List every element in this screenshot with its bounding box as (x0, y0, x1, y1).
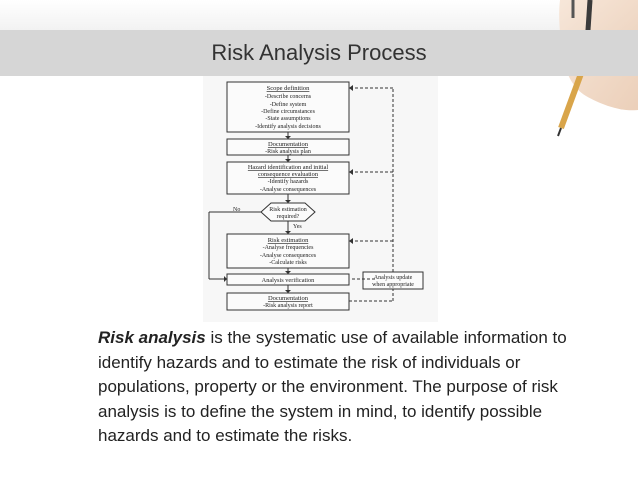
scope-line: -Describe concerns (264, 94, 312, 100)
verification-heading: Analysis verification (261, 277, 315, 284)
documentation-plan-box (227, 139, 349, 155)
hazard-line: -Analyse consequences (259, 187, 317, 193)
scope-heading: Scope definition (266, 85, 310, 92)
decision-line: required? (276, 214, 300, 220)
risk-estimation-box (227, 234, 349, 268)
decision-line: Risk estimation (269, 207, 307, 213)
doc1-line: -Risk analysis plan (265, 149, 311, 155)
analysis-update-box (363, 272, 423, 289)
documentation-report-box (227, 293, 349, 310)
estimation-line: -Analyse frequencies (262, 245, 314, 251)
hazard-heading: Hazard identification and initial (247, 164, 329, 171)
risk-estimation-decision (261, 203, 315, 221)
description-paragraph (98, 326, 578, 449)
estimation-heading: Risk estimation (267, 237, 309, 244)
scope-definition-box (227, 82, 349, 132)
estimation-line: -Calculate risks (269, 260, 307, 266)
doc2-line: -Risk analysis report (263, 303, 313, 309)
feedback-dashed-lines (349, 88, 393, 301)
risk-analysis-term: Risk analysis (98, 328, 206, 347)
decision-yes-label: Yes (293, 224, 302, 230)
hazard-heading: consequence evaluation (258, 171, 318, 178)
scope-line: -Define circumstances (261, 109, 315, 115)
doc2-heading: Documentation (267, 295, 309, 302)
description-text: is the systematic use of available information to identify hazards and to estimate the risk of individuals or populations, property or the environment. The purpose of risk analysis is to define the system in mind, to identify possible hazards and to estimate the risks. (98, 328, 567, 445)
scope-line: -Define system (269, 102, 307, 108)
slide-title: Risk Analysis Process (211, 40, 427, 65)
decision-no-label: No (233, 207, 241, 213)
scope-line: -State assumptions (265, 116, 311, 122)
analysis-verification-box (227, 274, 349, 285)
hazard-identification-box (227, 162, 349, 194)
update-line: Analysis update (373, 275, 413, 281)
estimation-line: -Analyse consequences (259, 253, 317, 259)
doc1-heading: Documentation (267, 141, 309, 148)
scope-line: -Identify analysis decisions (255, 124, 321, 130)
hazard-line: -Identify hazards (267, 179, 309, 185)
update-line: when appropriate (372, 282, 414, 288)
risk-flowchart-image (203, 76, 438, 322)
